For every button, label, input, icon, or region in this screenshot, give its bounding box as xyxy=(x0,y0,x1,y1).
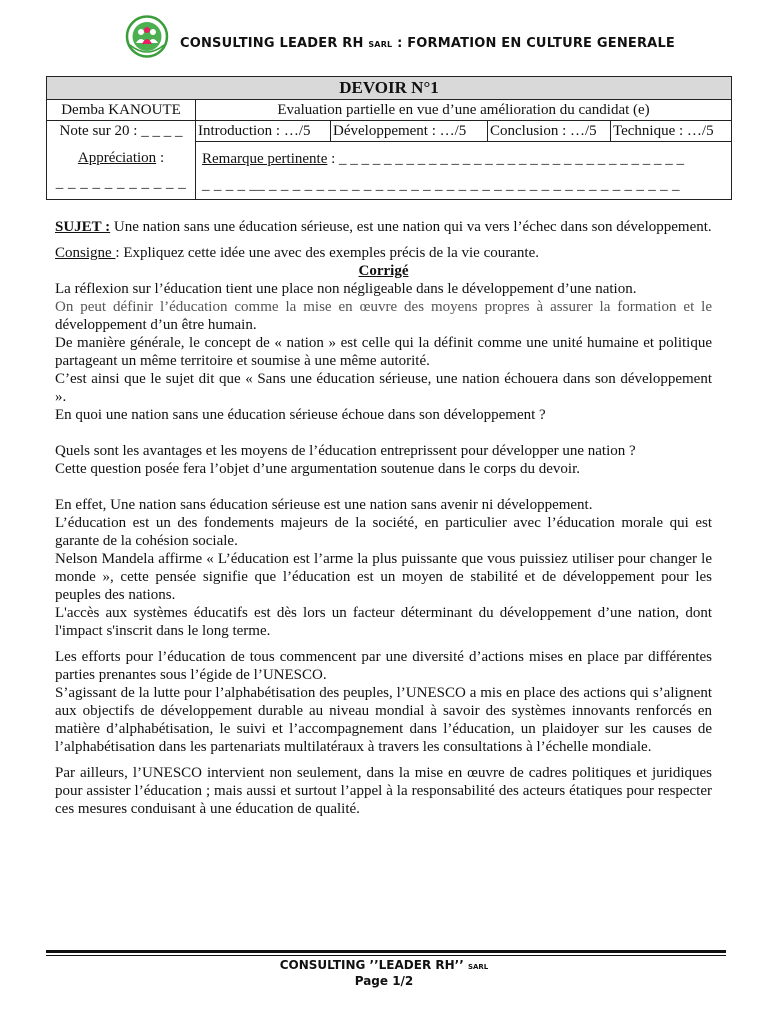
remarque-blank-2: _ _ _ _ __ _ _ _ _ _ _ _ _ _ _ _ _ _ _ _ _ _ _ _ _ _ _ _ _ _ _ _ _ _ _ _ _ _ _ _ xyxy=(202,177,680,193)
subject-label: SUJET : xyxy=(55,219,111,235)
remarque-blank-1: : _ _ _ _ _ _ _ _ _ _ _ _ _ _ _ _ _ _ _ _ _ _ _ _ _ _ _ _ _ _ _ xyxy=(327,151,685,167)
subject xyxy=(55,218,712,236)
corrige-title: Corrigé xyxy=(358,263,409,279)
paragraph-3: De manière générale, le concept de « nation » est celle qui la définit comme une unité humaine et politique partageant un même territoire et soumise à une même autorité. xyxy=(55,335,712,369)
paragraph-2 xyxy=(55,298,712,334)
footer-rule-thick xyxy=(46,950,726,953)
paragraph-13: S’agissant de la lutte pour l’alphabétisation des peuples, l’UNESCO a mis en place des actions qui s’alignent aux objectifs de développement durable au niveau mondial à savoir des systèmes innovants renforcés en matière d’alphabétisation, le suivi et l’accompagnement dans l’éducation, un plaidoyer sur les causes de l’alphabétisation dans les partenariats multilatéraux à travers les consultations à l’échelle mondiale. xyxy=(55,685,712,755)
paragraph-11: L'accès aux systèmes éducatifs est dès lors un facteur déterminant du développement d’une nation, dont l'impact s'inscrit dans le long terme. xyxy=(55,605,712,639)
grade-conclusion: Conclusion : …/5 xyxy=(488,121,611,142)
footer-company xyxy=(0,958,768,974)
consigne xyxy=(55,244,712,262)
paragraph-14: Par ailleurs, l’UNESCO intervient non seulement, dans la mise en œuvre de cadres politiques et juridiques pour assister l’éducation ; mais aussi et surtout l’appel à la responsabilité des acteurs étatiques pour respecter ces mesures conduisant à une éducation de qualité. xyxy=(55,765,712,817)
footer-rule-thin xyxy=(46,955,726,956)
appreciation-label: Appréciation xyxy=(77,150,157,166)
paragraph-12: Les efforts pour l’éducation de tous commencent par une diversité d’actions mises en place par différentes parties prenantes sous l’égide de l’UNESCO. xyxy=(55,649,712,683)
paragraph-2a: On peut définir l’éducation comme la mise en œuvre des moyens propres à assurer la formation et le xyxy=(55,299,712,315)
header-title-main: CONSULTING LEADER RH xyxy=(179,36,364,51)
consigne-label: Consigne xyxy=(55,245,116,261)
header-title-rest: : FORMATION EN CULTURE GENERALE xyxy=(397,36,676,51)
remarque-cell xyxy=(196,142,732,200)
header-title xyxy=(150,36,705,56)
paragraph-5: En quoi une nation sans une éducation sérieuse échoue dans son développement ? xyxy=(55,407,546,423)
paragraph-6: Quels sont les avantages et les moyens de l’éducation entreprissent pour développer une nation ? xyxy=(55,443,636,459)
paragraph-9: L’éducation est un des fondements majeurs de la société, en particulier avec l’éducation morale qui est garante de la cohésion sociale. xyxy=(55,515,712,549)
appreciation-blank: _ _ _ _ _ _ _ _ _ _ _ xyxy=(55,175,187,191)
grade-introduction: Introduction : …/5 xyxy=(196,121,331,142)
devoir-title: DEVOIR N°1 xyxy=(47,77,732,100)
paragraph-4: C’est ainsi que le sujet dit que « Sans une éducation sérieuse, une nation échouera dans son développement ». xyxy=(55,371,712,405)
footer-company-name: CONSULTING ’’LEADER RH’’ xyxy=(279,958,464,972)
devoir-table xyxy=(46,76,732,200)
appreciation xyxy=(49,149,193,167)
appreciation-suffix: : xyxy=(156,150,165,166)
paragraph-10: Nelson Mandela affirme « L’éducation est l’arme la plus puissante que vous puissiez utiliser pour changer le monde », cette pensée signifie que l’éducation est un moyen de stabilité et de développement pour les peuples des nations. xyxy=(55,551,712,603)
document-body xyxy=(55,218,712,818)
footer-page-number: Page 1/2 xyxy=(354,974,414,988)
footer-sarl: SARL xyxy=(467,963,489,971)
paragraph-1: La réflexion sur l’éducation tient une place non négligeable dans le développement d’une nation. xyxy=(55,281,637,297)
evaluation-description: Evaluation partielle en vue d’une amélioration du candidat (e) xyxy=(196,100,732,121)
grade-technique: Technique : …/5 xyxy=(611,121,732,142)
header-title-sarl: SARL xyxy=(368,40,393,49)
remarque-label: Remarque pertinente xyxy=(202,151,328,167)
note-label: Note sur 20 : _ _ _ _ xyxy=(59,123,183,139)
consigne-text: : Expliquez cette idée une avec des exemples précis de la vie courante. xyxy=(115,245,539,261)
grade-developpement: Développement : …/5 xyxy=(331,121,488,142)
paragraph-2b: développement d’un être humain. xyxy=(55,317,257,333)
note-cell xyxy=(47,121,196,200)
student-name: Demba KANOUTE xyxy=(47,100,196,121)
paragraph-7: Cette question posée fera l’objet d’une argumentation soutenue dans le corps du devoir. xyxy=(55,461,580,477)
paragraph-8: En effet, Une nation sans éducation sérieuse est une nation sans avenir ni développement. xyxy=(55,497,593,513)
remarque-line-1 xyxy=(198,150,729,168)
subject-text: Une nation sans une éducation sérieuse, est une nation qui va vers l’échec dans son développement. xyxy=(110,219,712,235)
